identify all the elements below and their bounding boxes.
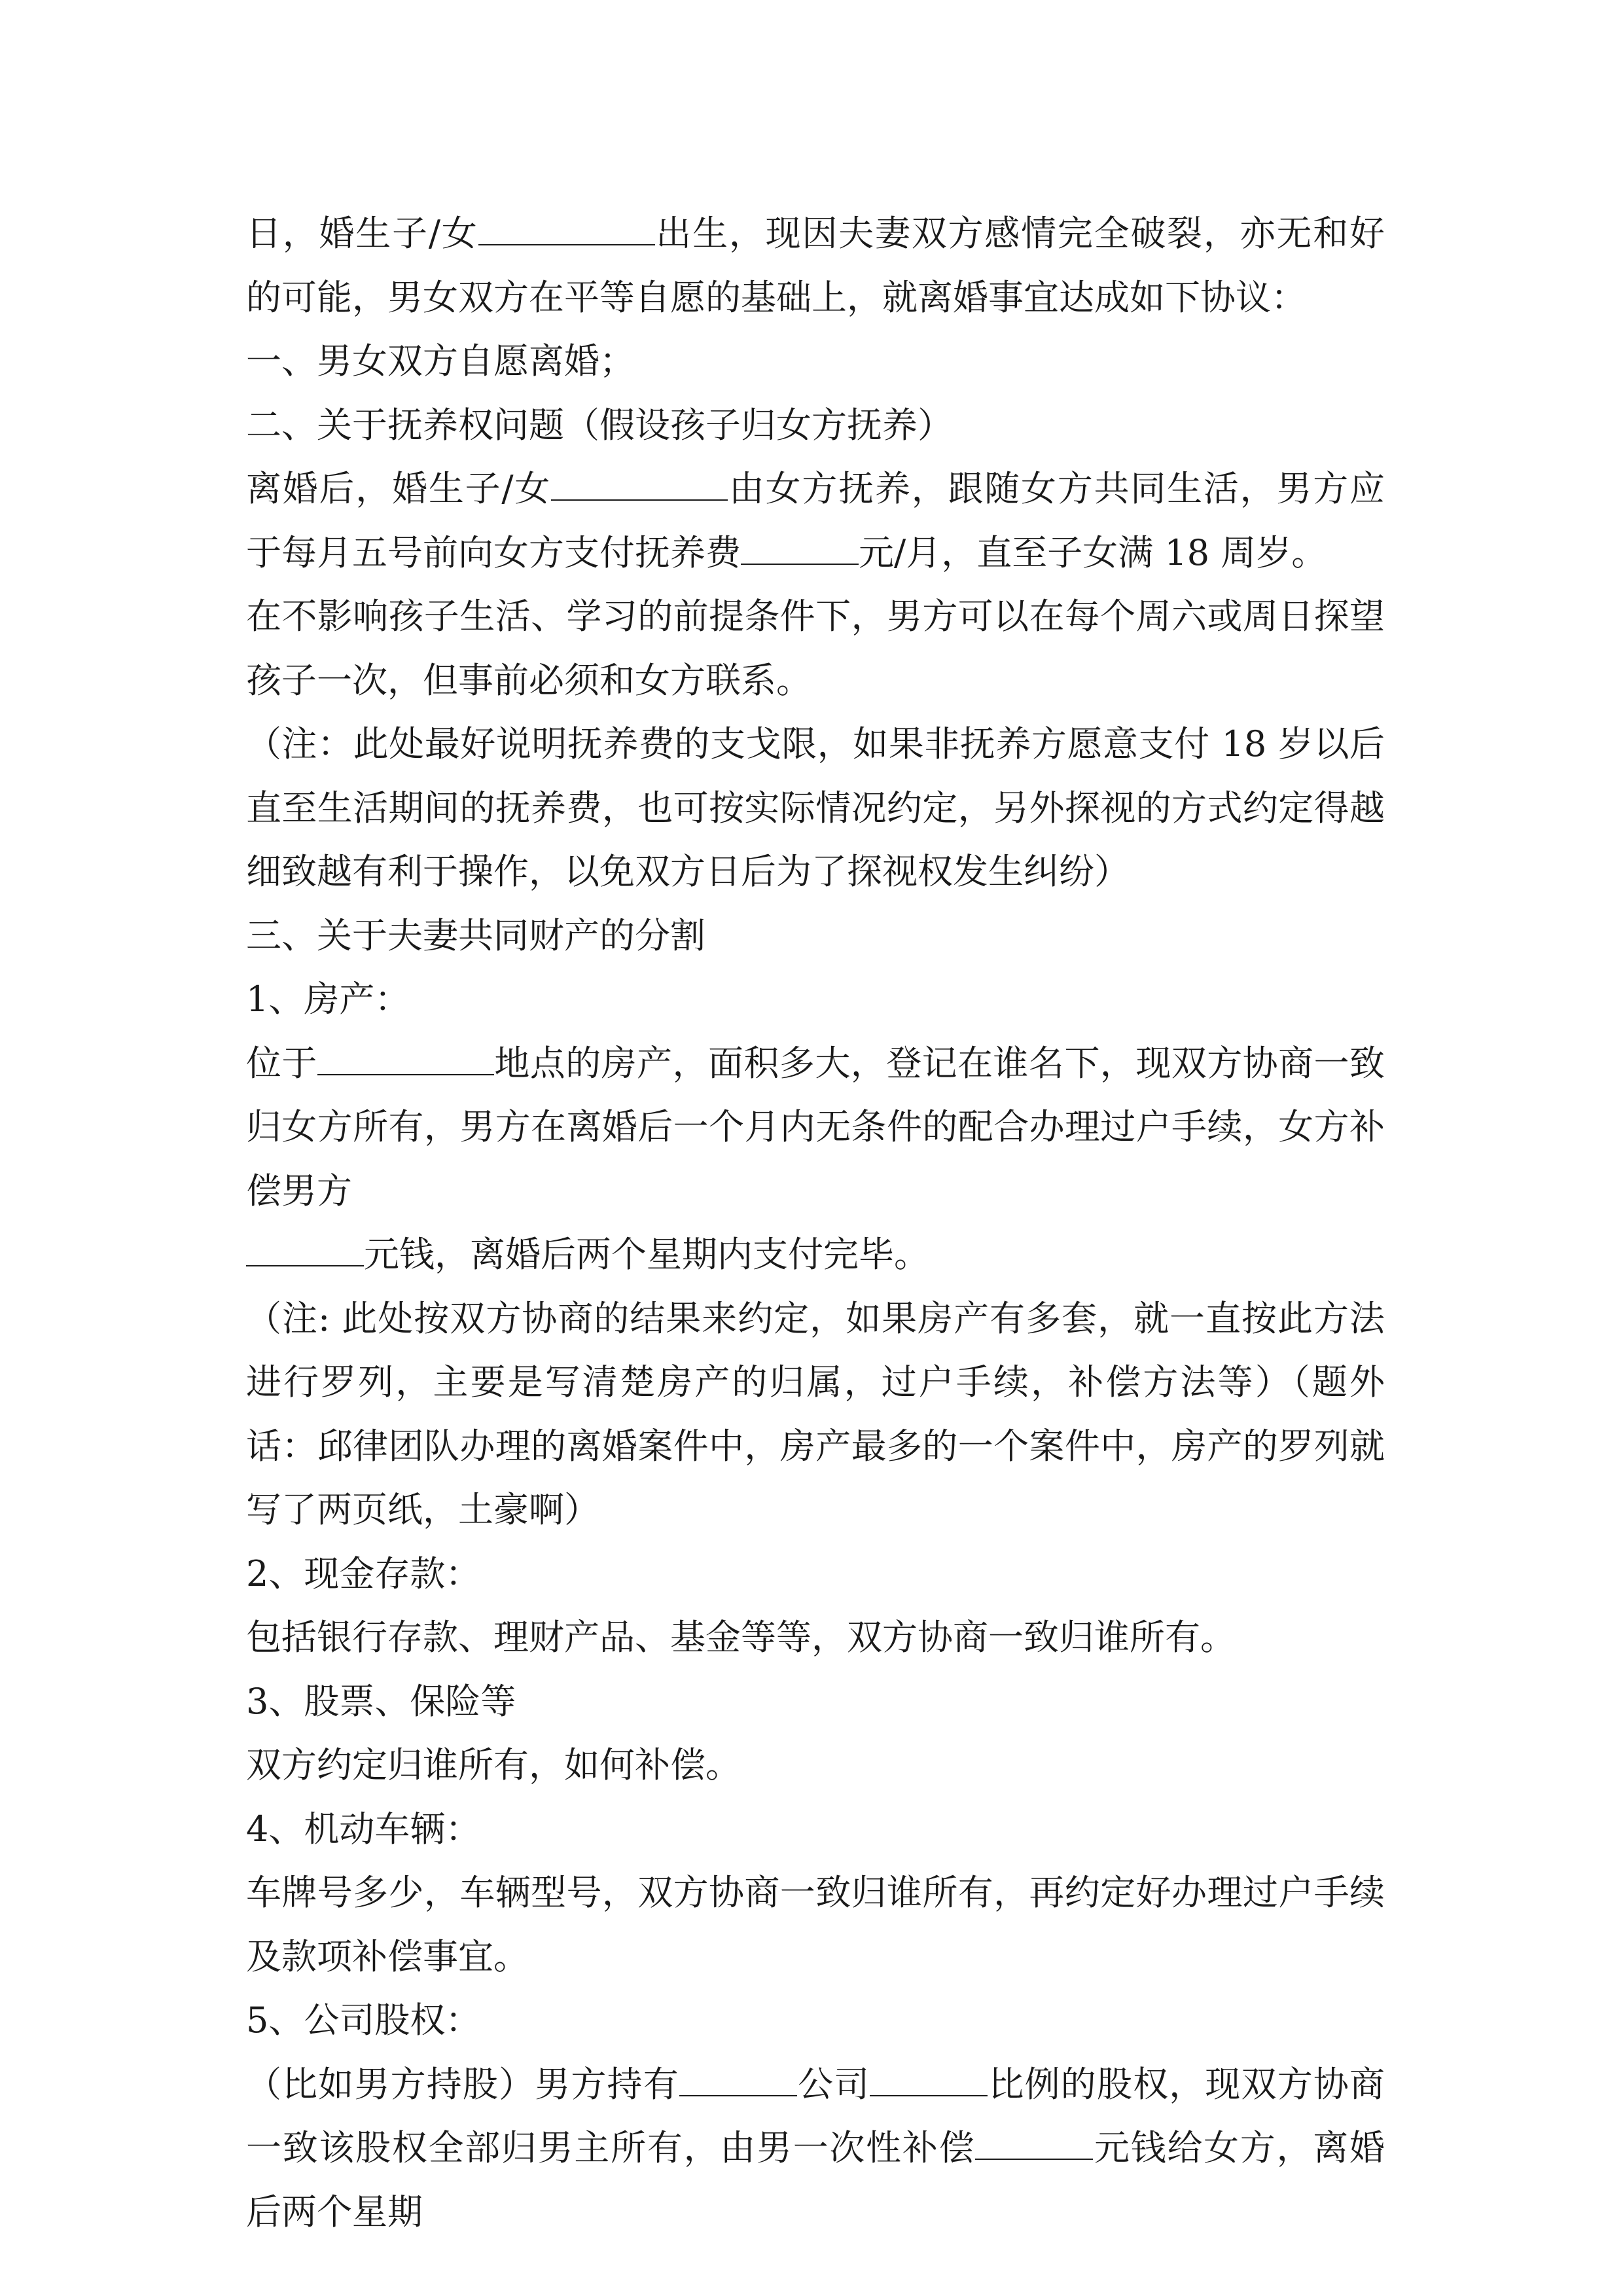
item-4-heading: 4、机动车辆： [246,1808,481,1850]
paragraph-property [246,1031,1385,1287]
blank-child-name[interactable] [478,204,655,245]
text: 由女方抚养，跟随女方共同生活，男方应于每月五号前向女方支付抚养费 [246,468,1385,573]
text: 比例的股权，现双方协商一致该股权全部归男主所有，由男一次性补偿 [246,2063,1385,2168]
paragraph-visitation: 在不影响孩子生活、学习的前提条件下，男方可以在每个周六或周日探望孩子一次，但事前必须和女方联系。 [246,596,1385,701]
note-property: （注: 此处按双方协商的结果来约定，如果房产有多套，就一直按此方法进行罗列，主要是写清楚房产的归属，过户手续，补偿方法等）（题外话：邱律团队办理的离婚案件中，房产最多的一个案件中，房产的罗列就写了两页纸，土豪啊） [246,1297,1385,1530]
paragraph-stocks-insurance: 双方约定归谁所有，如何补偿。 [246,1744,741,1785]
blank-company-name[interactable] [679,2054,797,2096]
blank-property-location[interactable] [317,1033,494,1075]
text: 日，婚生子/女 [246,213,478,254]
clause-2-heading: 二、关于抚养权问题（假设孩子归女方抚养） [246,404,953,446]
item-5-heading: 5、公司股权： [246,2000,481,2041]
paragraph-vehicles: 车牌号多少，车辆型号，双方协商一致归谁所有，再约定好办理过户手续及款项补偿事宜。 [246,1872,1385,1977]
text: 离婚后，婚生子/女 [246,468,552,509]
text: 公司 [796,2063,870,2105]
text: 元钱给女方，离婚后两个星期 [246,2127,1385,2233]
blank-equity-ratio[interactable] [870,2054,988,2096]
text: 地点的房产，面积多大，登记在谁名下，现双方协商一致归女方所有，男方在离婚后一个月内无条件的配合办理过户手续，女方补偿男方 [246,1042,1385,1211]
text: 元钱，离婚后两个星期内支付完毕。 [364,1234,929,1275]
clause-3-heading: 三、关于夫妻共同财产的分割 [246,914,705,956]
blank-support-amount[interactable] [741,523,859,565]
blank-child-name[interactable] [551,459,728,501]
paragraph-cash-deposits: 包括银行存款、理财产品、基金等等，双方协商一致归谁所有。 [246,1617,1236,1658]
document-page [246,202,1385,2244]
note-custody: （注：此处最好说明抚养费的支戈限，如果非抚养方愿意支付 18 岁以后直至生活期间的抚养费，也可按实际情况约定，另外探视的方式约定得越细致越有利于操作，以免双方日后为了探视权发生纠纷） [246,723,1385,892]
paragraph-custody [246,457,1385,584]
item-1-heading: 1、房产： [246,978,410,1020]
text: （比如男方持股）男方持有 [246,2063,679,2105]
blank-compensation-amount[interactable] [246,1225,364,1266]
text: 出生，现因夫妻双方感情完全破裂，亦无和好的可能，男女双方在平等自愿的基础上，就离婚事宜达成如下协议： [246,213,1385,318]
paragraph-birth-and-agreement [246,202,1385,329]
clause-1-heading: 一、男女双方自愿离婚； [246,340,635,382]
blank-equity-compensation[interactable] [975,2118,1093,2160]
item-3-heading: 3、股票、保险等 [246,1680,516,1722]
item-2-heading: 2、现金存款： [246,1552,481,1594]
text: 位于 [246,1042,317,1084]
text: 元/月，直至子女满 18 周岁。 [859,531,1327,573]
paragraph-equity [246,2053,1385,2244]
